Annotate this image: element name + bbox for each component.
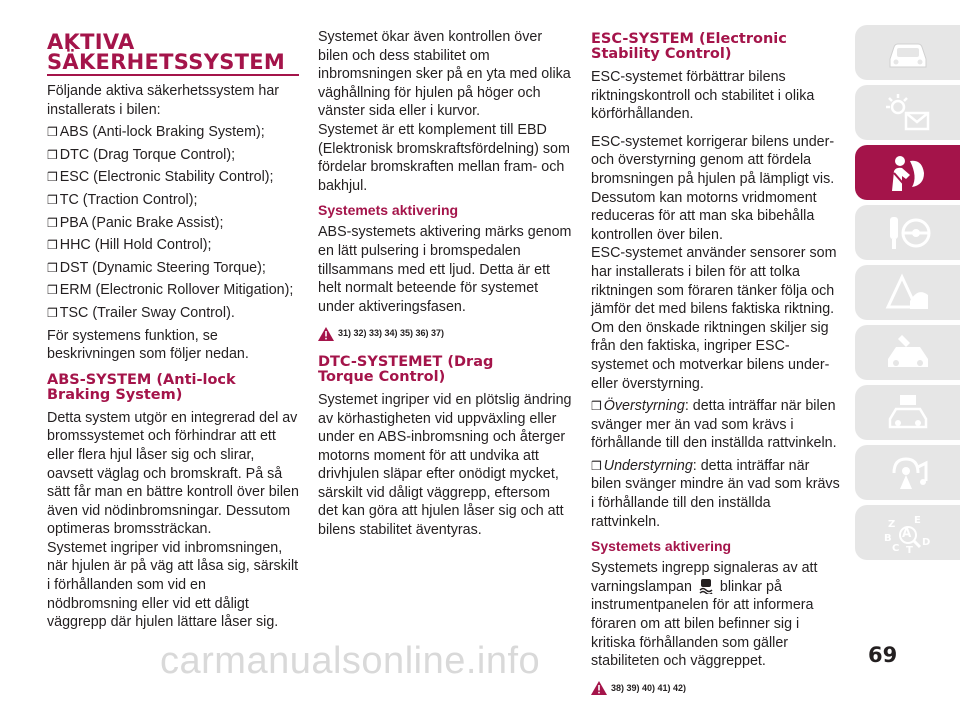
bullet-icon: ❒ bbox=[47, 215, 58, 230]
esc-warning-lamp-icon bbox=[698, 578, 714, 594]
emergency-icon bbox=[880, 271, 936, 315]
index-letter: A bbox=[901, 525, 911, 540]
esc-text-1: ESC-systemet förbättrar bilens riktningskontroll och stabilitet i olika körförhållanden. bbox=[591, 69, 815, 123]
esc-activation-post: blinkar på instrumentpanelen för att informera föraren om att bilen befinner sig i kritiska förhållanden som gäller stabiliteten och väggreppet. bbox=[591, 578, 814, 670]
watermark: carmanualsonline.info bbox=[160, 640, 541, 682]
systems-list bbox=[47, 123, 299, 322]
tab-emergency[interactable] bbox=[855, 265, 960, 320]
bullet-icon: ❒ bbox=[47, 170, 58, 185]
warning-triangle-icon bbox=[591, 681, 607, 695]
dashboard-lights-icon bbox=[880, 91, 936, 135]
index-letter: C bbox=[891, 542, 899, 554]
ebd-text: Systemet är ett komplement till EBD (Elektronisk bromskraftsfördelning) som fördelar bromskraften mellan fram- och bakhjul. bbox=[318, 121, 570, 194]
system-list-item bbox=[47, 146, 299, 165]
system-list-label: PBA (Panic Brake Assist); bbox=[59, 214, 224, 231]
understeer-text: : detta inträffar när bilen svänger mindre än vad som krävs i förhållande till den inställda rattvinkeln. bbox=[591, 457, 840, 530]
abs-activation-text: ABS-systemets aktivering märks genom en lätt pulsering i bromspedalen tillsammans med ett ljud. Detta är ett helt normalt beteende för systemet under aktiveringsfasen. bbox=[318, 224, 572, 315]
tab-dashboard-lights[interactable] bbox=[855, 85, 960, 140]
specs-icon bbox=[880, 391, 936, 435]
dtc-heading-line2: Torque Control) bbox=[318, 368, 446, 385]
system-list-label: ESC (Electronic Stability Control); bbox=[59, 169, 274, 186]
column-2 bbox=[318, 28, 572, 544]
after-list-text: För systemens funktion, se beskrivningen som följer nedan. bbox=[47, 327, 249, 363]
safety-airbag-icon bbox=[880, 151, 936, 195]
esc-activation-pre: Systemets ingrepp signaleras av att varningslampan bbox=[591, 560, 818, 595]
system-list-item bbox=[47, 123, 299, 142]
bullet-icon: ❒ bbox=[47, 147, 58, 162]
index-icon bbox=[880, 511, 936, 555]
maintenance-icon bbox=[880, 331, 936, 375]
abs-heading-line2: Braking System) bbox=[47, 386, 183, 403]
abs-text-2: Systemet ingriper vid inbromsningen, när hjulen är på väg att låsa sig, särskilt i förhållanden som vid en nödbromsning eller vid ett dåligt väggrepp där hjulen lättare låser sig. bbox=[47, 539, 299, 631]
index-letter: T bbox=[905, 544, 913, 555]
warning-refs-text: 31) 32) 33) 34) 35) 36) 37) bbox=[338, 328, 445, 339]
warning-reference bbox=[318, 324, 572, 343]
bullet-icon: ❒ bbox=[47, 260, 58, 275]
system-list-item bbox=[47, 236, 299, 255]
bullet-icon: ❒ bbox=[47, 305, 58, 320]
understeer-term: Understyrning bbox=[603, 457, 693, 474]
oversteer-text: : detta inträffar när bilen svänger mer än vad som krävs i förhållande till den inställda rattvinkeln. bbox=[591, 398, 837, 452]
tab-safety[interactable] bbox=[855, 145, 960, 200]
index-letter: D bbox=[921, 536, 930, 548]
esc-heading-line2: Stability Control) bbox=[591, 46, 732, 62]
section-title-line2: SÄKERHETSSYSTEM bbox=[47, 50, 286, 74]
esc-activation-heading: Systemets aktivering bbox=[591, 538, 732, 555]
esc-activation-text bbox=[591, 559, 843, 671]
system-list-label: ERM (Electronic Rollover Mitigation); bbox=[59, 282, 294, 299]
abs-activation-heading: Systemets aktivering bbox=[318, 202, 459, 219]
bullet-icon: ❒ bbox=[591, 399, 602, 414]
title-underline bbox=[47, 74, 299, 76]
section-title-line1: AKTIVA bbox=[47, 30, 135, 54]
tab-car[interactable] bbox=[855, 25, 960, 80]
intro-text: Följande aktiva säkerhetssystem har installerats i bilen: bbox=[47, 83, 280, 118]
warning-refs-text-2: 38) 39) 40) 41) 42) bbox=[611, 682, 687, 693]
car-icon bbox=[880, 31, 936, 75]
system-list-item bbox=[47, 168, 299, 187]
abs-heading bbox=[47, 373, 299, 403]
system-list-label: DST (Dynamic Steering Torque); bbox=[59, 259, 266, 276]
warning-reference-2 bbox=[591, 679, 843, 698]
page-number: 69 bbox=[868, 643, 898, 667]
abs-continued-text: Systemet ökar även kontrollen över bilen och dess stabilitet om inbromsningen sker på en yta med olika väghållning för hjulen på höger och vänster sida eller i kurvor. bbox=[318, 29, 571, 120]
system-list-label: TC (Traction Control); bbox=[59, 191, 198, 208]
index-letter: E bbox=[913, 514, 921, 526]
oversteer-term: Överstyrning bbox=[603, 398, 685, 415]
system-list-label: HHC (Hill Hold Control); bbox=[59, 237, 212, 254]
warning-triangle-icon bbox=[318, 327, 334, 341]
column-1 bbox=[47, 28, 299, 636]
system-list-label: TSC (Trailer Sway Control). bbox=[59, 304, 235, 321]
esc-heading bbox=[591, 32, 843, 62]
understeer-item bbox=[591, 457, 843, 531]
esc-heading-line1: ESC-SYSTEM (Electronic bbox=[591, 31, 787, 47]
dtc-heading bbox=[318, 355, 572, 385]
tab-multimedia[interactable] bbox=[855, 445, 960, 500]
system-list-label: DTC (Drag Torque Control); bbox=[59, 146, 236, 163]
system-list-label: ABS (Anti-lock Braking System); bbox=[59, 124, 265, 141]
abs-text: Detta system utgör en integrerad del av bromssystemet och förhindrar att ett eller flera hjul låser sig och slirar, oavsett väglag och bromskraft. På så sätt får man en bättre kontroll över bilen även vid nödinbromsningar. Dessutom optimeras bromssträckan. bbox=[47, 409, 299, 538]
system-list-item bbox=[47, 191, 299, 210]
index-letter: B bbox=[883, 532, 892, 544]
esc-text-3: ESC-systemet använder sensorer som har installerats i bilen för att tolka riktningen som föraren tänker följa och jämför det med bilens faktiska riktning. Om den önskade riktningen skiljer sig från den faktiska, ingriper ESC-systemet och motverkar bilens under- eller överstyrning. bbox=[591, 245, 837, 392]
system-list-item bbox=[47, 259, 299, 278]
bullet-icon: ❒ bbox=[591, 458, 602, 473]
tab-specifications[interactable] bbox=[855, 385, 960, 440]
bullet-icon: ❒ bbox=[47, 238, 58, 253]
tab-index[interactable] bbox=[855, 505, 960, 560]
oversteer-item bbox=[591, 397, 843, 453]
tab-starting-driving[interactable] bbox=[855, 205, 960, 260]
bullet-icon: ❒ bbox=[47, 125, 58, 140]
dtc-text: Systemet ingriper vid en plötslig ändring av körhastigheten vid uppväxling eller under en ABS-inbromsning och återger motorns moment för att undvika att drivhjulen släpar efter onödigt mycket, särskilt vid dåligt väggrepp, eftersom det kan göra att hjulen låser sig och att bilens stabilitet äventyras. bbox=[318, 391, 572, 539]
chapter-tab-bar bbox=[855, 25, 960, 565]
section-title bbox=[47, 32, 299, 72]
bullet-icon: ❒ bbox=[47, 283, 58, 298]
tab-maintenance[interactable] bbox=[855, 325, 960, 380]
system-list-item bbox=[47, 281, 299, 300]
dtc-heading-line1: DTC-SYSTEMET (Drag bbox=[318, 353, 494, 370]
bullet-icon: ❒ bbox=[47, 192, 58, 207]
esc-text-2: ESC-systemet korrigerar bilens under- och överstyrning genom att fördela bromsningen på hjulen på lämpligt vis. Dessutom kan motorns vridmoment reduceras för att man ska bibehålla kontrollen över bilen. bbox=[591, 133, 835, 243]
abs-heading-line1: ABS-SYSTEM (Anti-lock bbox=[47, 371, 236, 388]
system-list-item bbox=[47, 214, 299, 233]
key-start-icon bbox=[880, 211, 936, 255]
system-list-item bbox=[47, 304, 299, 323]
index-letter: Z bbox=[887, 518, 895, 530]
column-3 bbox=[591, 28, 843, 703]
multimedia-icon bbox=[880, 451, 936, 495]
